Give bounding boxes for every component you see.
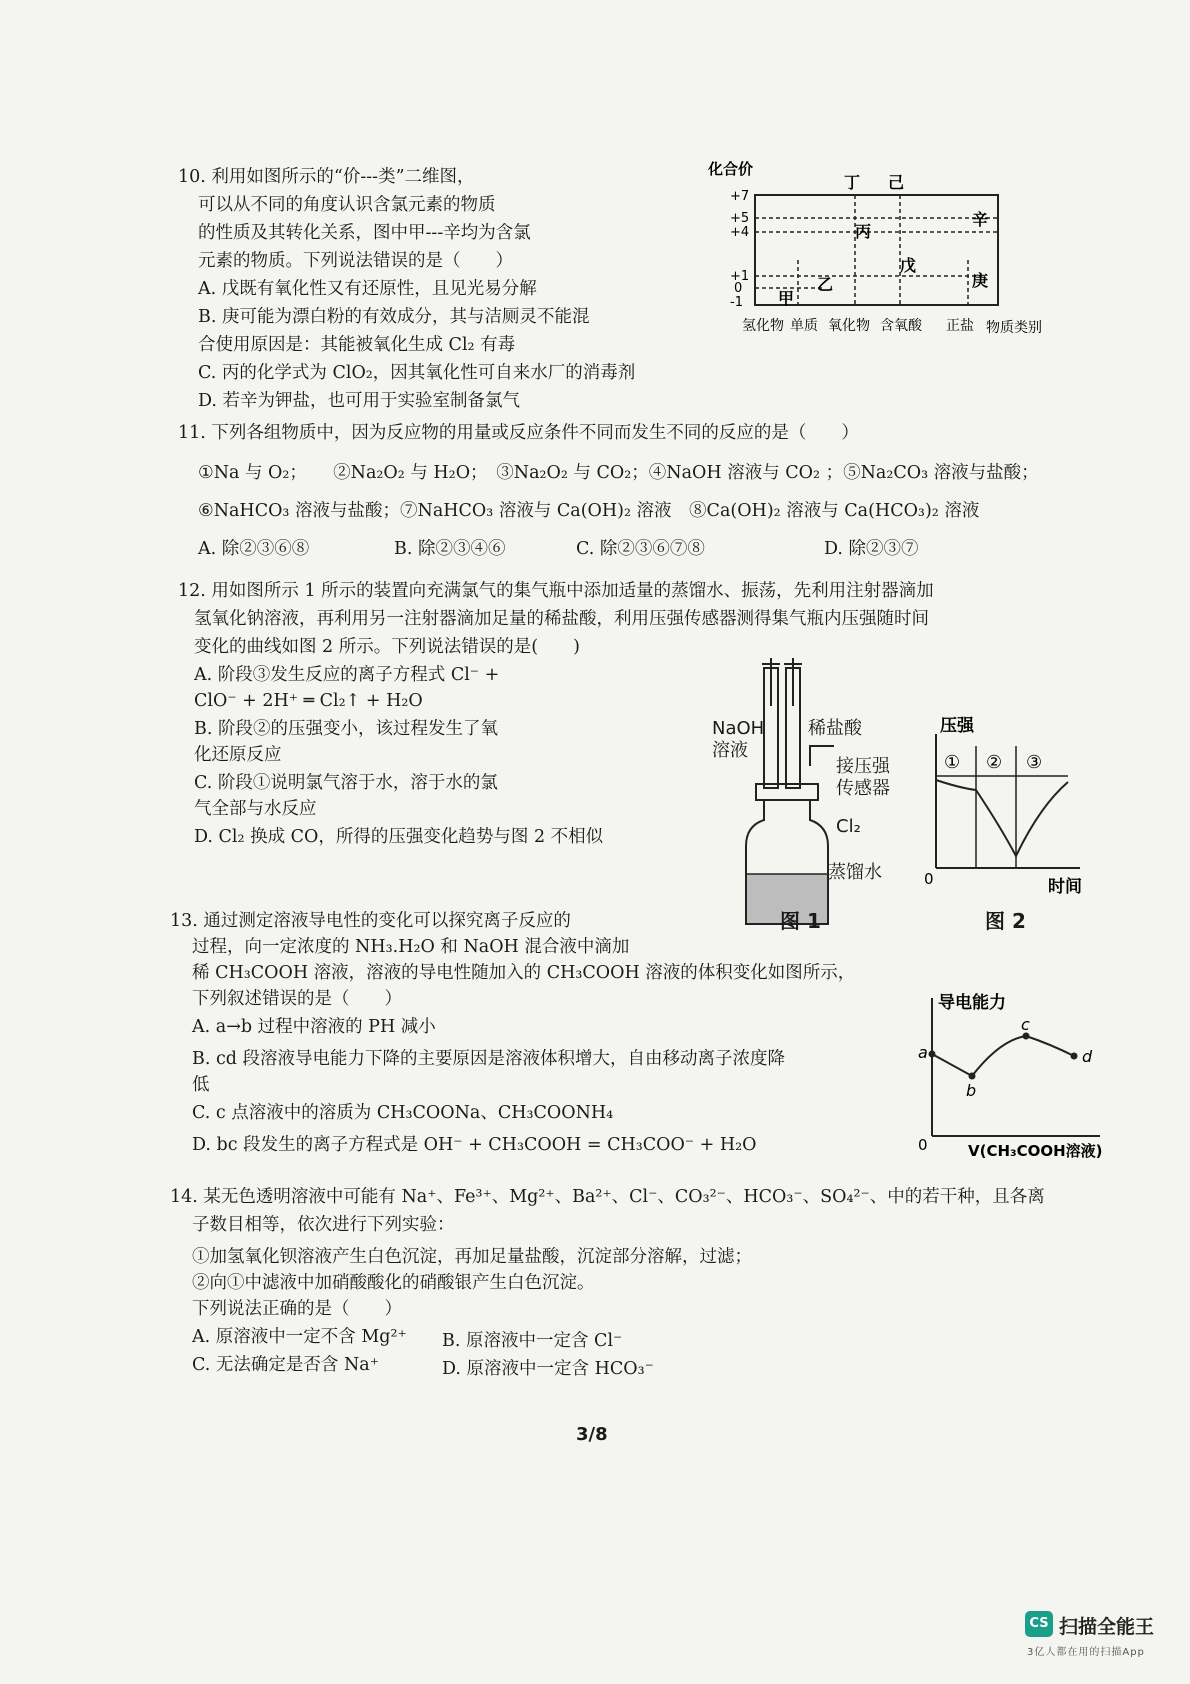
point-a-marker [929,1051,936,1058]
x-category: 氢化物 [742,318,784,334]
q14-stem-cont: 子数目相等，依次进行下列实验： [192,1215,455,1235]
point-c-label: c [1021,1015,1030,1034]
q14-ask: 下列说法正确的是（ ） [192,1299,402,1319]
point-ding: 丁 [844,173,861,192]
q11-stem: 11. 下列各组物质中，因为反应物的用量或反应条件不同而发生不同的反应的是（ ） [178,423,859,443]
q10-line: 元素的物质。下列说法错误的是（ ） [198,251,513,271]
fig1-label-hcl: 稀盐酸 [808,718,862,739]
q13-option-c: C. c 点溶液中的溶质为 CH₃COONa、CH₃COONH₄ [192,1103,614,1123]
q14-option-c: C. 无法确定是否含 Na⁺ [192,1355,379,1375]
point-a-label: a [918,1043,928,1062]
q13-option-b: B. cd 段溶液导电能力下降的主要原因是溶液体积增大，自由移动离子浓度降 [192,1049,786,1069]
q13-option-d: D. bc 段发生的离子方程式是 OH⁻ + CH₃COOH = CH₃COO⁻ + H₂O [192,1135,757,1155]
q14-option-a: A. 原溶液中一定不含 Mg²⁺ [192,1327,407,1347]
fig1-label-naoh: NaOH [712,718,765,739]
q12-stem: 氢氧化钠溶液，再利用另一注射器滴加足量的稀盐酸，利用压强传感器测得集气瓶内压强随时间 [194,609,929,629]
fig1-label-cl2: Cl₂ [836,816,861,837]
point-ji: 己 [888,173,905,192]
fig2-origin: 0 [924,870,934,888]
y-tick: +1 [730,269,750,284]
q13-line: 下列叙述错误的是（ ） [192,989,402,1009]
q11-option-b: B. 除②③④⑥ [394,539,506,559]
fig1-label-solution: 溶液 [712,740,748,761]
q12-stem: 12. 用如图所示 1 所示的装置向充满氯气的集气瓶中添加适量的蒸馏水、振荡，先利用注射器滴加 [178,581,934,601]
x-category: 正盐 [946,318,974,334]
brand-name: 扫描全能王 [1059,1616,1155,1638]
q13-conductivity-chart [910,990,1130,1170]
stage-1-label: ① [944,752,961,773]
y-tick: +4 [730,225,750,240]
stage-2-label: ② [986,752,1003,773]
point-d-marker [1071,1053,1078,1060]
q10-line: 的性质及其转化关系，图中甲---辛均为含氯 [198,223,531,243]
q11-option-a: A. 除②③⑥⑧ [198,539,310,559]
q10-line: 10. 利用如图所示的“价---类”二维图， [178,167,475,187]
q12-stem: 变化的曲线如图 2 所示。下列说法错误的是( ) [194,637,580,657]
x-title: 物质类别 [986,320,1042,336]
point-jia: 甲 [778,289,795,308]
q11-option-c: C. 除②③⑥⑦⑧ [576,539,705,559]
q14-stem: 14. 某无色透明溶液中可能有 Na⁺、Fe³⁺、Mg²⁺、Ba²⁺、Cl⁻、CO₃²⁻、HCO₃⁻、SO₄²⁻、中的若干种，且各离 [170,1187,1045,1207]
q12-option-b: B. 阶段②的压强变小，该过程发生了氧 [194,719,498,739]
point-geng: 庚 [972,271,989,290]
q10-line: 可以从不同的角度认识含氯元素的物质 [198,195,496,215]
q10-option-c: C. 丙的化学式为 ClO₂，因其氧化性可自来水厂的消毒剂 [198,363,636,383]
y-tick: +7 [730,189,750,204]
q11-row1: ①Na 与 O₂； ②Na₂O₂ 与 H₂O； ③Na₂O₂ 与 CO₂；④NaOH 溶液与 CO₂ ；⑤Na₂CO₃ 溶液与盐酸； [198,463,1039,483]
q12-option-d: D. Cl₂ 换成 CO，所得的压强变化趋势与图 2 不相似 [194,827,604,847]
stage-3-label: ③ [1026,752,1043,773]
fig2-caption: 图 2 [985,909,1026,933]
point-b-marker [969,1073,976,1080]
q13-line: 稀 CH₃COOH 溶液，溶液的导电性随加入的 CH₃COOH 溶液的体积变化如图所示， [192,963,856,983]
point-yi: 乙 [817,275,834,294]
q13-option-b-cont: 低 [192,1075,210,1095]
x-category: 单质 [790,318,818,334]
y-tick: -1 [730,295,743,310]
point-b-label: b [966,1081,977,1100]
camscanner-logo-icon: CS [1025,1611,1053,1637]
q13-line: 13. 通过测定溶液导电性的变化可以探究离子反应的 [170,911,571,931]
point-wu: 戊 [900,256,917,275]
q13-origin: 0 [918,1136,928,1154]
q10-option-a: A. 戊既有氧化性又有还原性，且见光易分解 [198,279,537,299]
q14-option-b: B. 原溶液中一定含 Cl⁻ [442,1331,623,1351]
q14-option-d: D. 原溶液中一定含 HCO₃⁻ [442,1359,654,1379]
q13-y-title: 导电能力 [938,993,1006,1013]
page-number: 3/8 [576,1424,608,1445]
point-d-label: d [1082,1047,1093,1066]
q10-y-title: 化合价 [708,160,754,178]
q12-option-c: C. 阶段①说明氯气溶于水，溶于水的氯 [194,773,498,793]
q10-valence-chart [700,150,1060,350]
conductivity-curve [932,1036,1074,1076]
y-tick: +5 [730,211,750,226]
q10-option-b-cont: 合使用原因是：其能被氧化生成 Cl₂ 有毒 [198,335,516,355]
x-category: 氧化物 [828,318,870,334]
fig1-label-water: 蒸馏水 [828,862,882,883]
x-category: 含氧酸 [880,318,922,334]
brand-tagline: 3亿人都在用的扫描App [1027,1647,1145,1658]
q12-option-a-cont: ClO⁻ + 2H⁺ ═ Cl₂↑ + H₂O [194,691,423,711]
fig1-caption: 图 1 [780,909,821,933]
q10-option-d: D. 若辛为钾盐，也可用于实验室制备氯气 [198,391,521,411]
q12-option-b-cont: 化还原反应 [194,745,282,765]
q12-figure-2 [920,716,1090,906]
sensor-tube [810,746,834,766]
q14-step-2: ②向①中滤液中加硝酸酸化的硝酸银产生白色沉淀。 [192,1273,595,1293]
q11-row2: ⑥NaHCO₃ 溶液与盐酸；⑦NaHCO₃ 溶液与 Ca(OH)₂ 溶液 ⑧Ca(OH)₂ 溶液与 Ca(HCO₃)₂ 溶液 [198,501,980,521]
point-xin: 辛 [972,210,989,229]
q11-option-d: D. 除②③⑦ [824,539,919,559]
q12-option-a: A. 阶段③发生反应的离子方程式 Cl⁻ + [194,665,500,685]
scanner-watermark [1025,1611,1175,1671]
q14-step-1: ①加氢氧化钡溶液产生白色沉淀，再加足量盐酸，沉淀部分溶解，过滤； [192,1247,752,1267]
q13-option-a: A. a→b 过程中溶液的 PH 减小 [192,1017,436,1037]
y-tick: 0 [734,281,743,296]
q13-x-title: V(CH₃COOH溶液) [968,1142,1103,1160]
fig1-label-sensor-2: 传感器 [836,778,890,799]
q10-option-b: B. 庚可能为漂白粉的有效成分，其与洁厕灵不能混 [198,307,590,327]
q13-line: 过程，向一定浓度的 NH₃.H₂O 和 NaOH 混合液中滴加 [192,937,630,957]
fig1-label-sensor: 接压强 [836,756,890,777]
point-bing: 丙 [855,222,872,241]
q12-option-c-cont: 气全部与水反应 [194,799,317,819]
pressure-curve [936,780,1068,856]
fig2-y-title: 压强 [940,716,974,736]
fig2-x-title: 时间 [1048,877,1082,897]
